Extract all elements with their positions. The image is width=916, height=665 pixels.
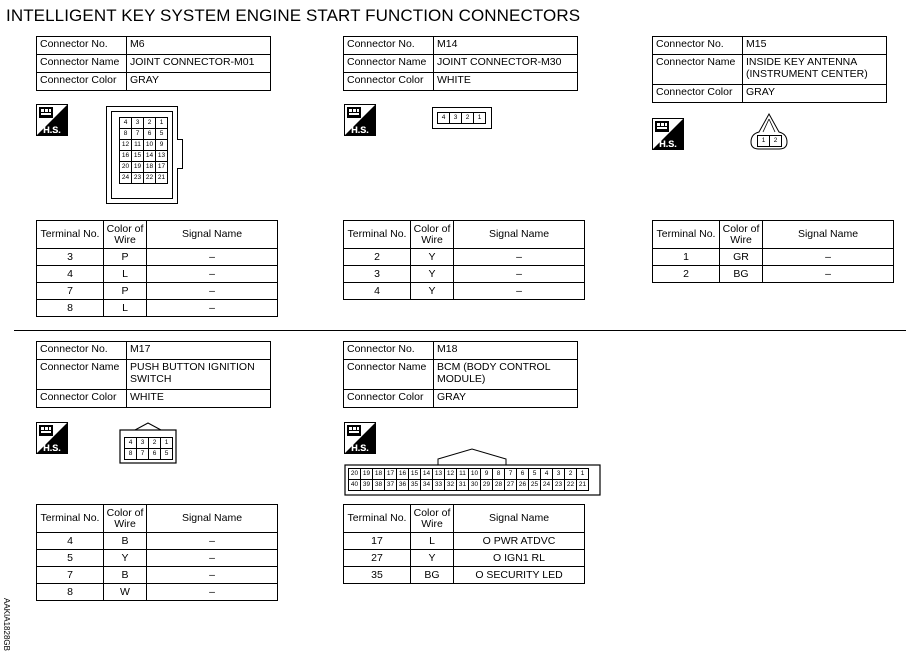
table-row (37, 300, 278, 317)
connector-name-value: INSIDE KEY ANTENNA (INSTRUMENT CENTER) (743, 55, 887, 85)
terminal-no-cell: 4 (344, 283, 411, 300)
page-title: INTELLIGENT KEY SYSTEM ENGINE START FUNCTION CONNECTORS (6, 6, 581, 25)
wire-color-cell: Y (411, 550, 454, 567)
wire-color-cell: Y (411, 249, 454, 266)
table-row (37, 550, 278, 567)
pin-number: 6 (517, 469, 529, 480)
pin-number: 25 (529, 480, 541, 491)
pin-number: 11 (457, 469, 469, 480)
wire-color-cell: Y (411, 283, 454, 300)
hs-label: H.S. (43, 125, 61, 135)
pin-number: 15 (409, 469, 421, 480)
wire-color-cell: P (104, 249, 147, 266)
pin-number: 36 (397, 480, 409, 491)
terminal-no-cell: 7 (37, 567, 104, 584)
terminal-no-cell: 3 (344, 266, 411, 283)
wire-color-cell: BG (411, 567, 454, 584)
connector-no-label: Connector No. (37, 342, 127, 360)
pin-number: 35 (409, 480, 421, 491)
pin-number: 32 (445, 480, 457, 491)
hs-label: H.S. (659, 139, 677, 149)
table-row (37, 567, 278, 584)
pin-number: 13 (156, 151, 168, 162)
connector-color-label: Connector Color (344, 73, 434, 91)
table-row (37, 283, 278, 300)
hs-label: H.S. (351, 443, 369, 453)
pin-number: 22 (144, 173, 156, 184)
terminal-table-m6 (36, 220, 278, 317)
pin-number: 12 (445, 469, 457, 480)
pin-number: 18 (373, 469, 385, 480)
harness-side-icon (36, 104, 68, 136)
pin-number: 21 (156, 173, 168, 184)
figure-code: AAKIA1828GB (1, 598, 11, 651)
pin-grid-m15 (757, 135, 782, 147)
connector-name-label: Connector Name (344, 360, 434, 390)
pin-number: 2 (144, 118, 156, 129)
signal-name-cell: – (454, 249, 585, 266)
connector-face-m6 (106, 106, 178, 204)
pin-number: 34 (421, 480, 433, 491)
connector-no-value: M14 (434, 37, 578, 55)
pin-number: 7 (505, 469, 517, 480)
hs-label: H.S. (351, 125, 369, 135)
pin-number: 26 (517, 480, 529, 491)
connector-info-m6 (36, 36, 271, 91)
pin-number: 10 (469, 469, 481, 480)
signal-name-cell: – (147, 283, 278, 300)
pin-number: 3 (132, 118, 144, 129)
table-row (344, 249, 585, 266)
terminal-no-cell: 3 (37, 249, 104, 266)
pin-number: 9 (481, 469, 493, 480)
connector-face-m18 (344, 448, 601, 496)
pin-number: 19 (361, 469, 373, 480)
pin-grid-m17 (124, 437, 173, 460)
pin-number: 1 (758, 136, 770, 147)
terminal-no-cell: 2 (344, 249, 411, 266)
connector-color-value: GRAY (127, 73, 271, 91)
connector-name-value: PUSH BUTTON IGNITION SWITCH (127, 360, 271, 390)
pin-number: 20 (349, 469, 361, 480)
connector-no-label: Connector No. (653, 37, 743, 55)
pin-number: 22 (565, 480, 577, 491)
pin-number: 5 (529, 469, 541, 480)
signal-name-cell: – (147, 300, 278, 317)
pin-number: 2 (462, 113, 474, 124)
pin-number: 1 (161, 438, 173, 449)
wire-color-cell: L (104, 300, 147, 317)
signal-name-cell: – (763, 249, 894, 266)
pin-number: 38 (373, 480, 385, 491)
connector-name-label: Connector Name (344, 55, 434, 73)
connector-info-m14 (343, 36, 578, 91)
pin-number: 3 (137, 438, 149, 449)
terminal-no-header: Terminal No. (37, 505, 104, 533)
connector-name-value: JOINT CONNECTOR-M30 (434, 55, 578, 73)
connector-face-m17 (119, 422, 177, 464)
signal-name-cell: O SECURITY LED (454, 567, 585, 584)
pin-number: 8 (493, 469, 505, 480)
connector-face-m15 (749, 112, 789, 152)
pin-number: 16 (397, 469, 409, 480)
pin-grid-m14 (437, 112, 486, 124)
terminal-table-m15 (652, 220, 894, 283)
pin-number: 8 (125, 449, 137, 460)
pin-number: 15 (132, 151, 144, 162)
terminal-no-cell: 35 (344, 567, 411, 584)
connector-name-label: Connector Name (37, 360, 127, 390)
wire-color-header: Color of Wire (104, 221, 147, 249)
connector-color-value: WHITE (434, 73, 578, 91)
table-row (37, 533, 278, 550)
signal-name-cell: – (147, 249, 278, 266)
terminal-no-cell: 7 (37, 283, 104, 300)
table-row (344, 533, 585, 550)
pin-number: 7 (137, 449, 149, 460)
connector-no-value: M15 (743, 37, 887, 55)
signal-name-cell: – (454, 266, 585, 283)
connector-info-m17 (36, 341, 271, 408)
wire-color-cell: B (104, 533, 147, 550)
pin-number: 6 (149, 449, 161, 460)
terminal-no-header: Terminal No. (653, 221, 720, 249)
pin-number: 7 (132, 129, 144, 140)
wire-color-cell: P (104, 283, 147, 300)
pin-number: 3 (553, 469, 565, 480)
connector-color-value: GRAY (434, 390, 578, 408)
pin-number: 33 (433, 480, 445, 491)
signal-name-cell: – (147, 550, 278, 567)
table-row (653, 266, 894, 283)
pin-number: 23 (132, 173, 144, 184)
wire-color-cell: B (104, 567, 147, 584)
pin-number: 10 (144, 140, 156, 151)
pin-number: 2 (770, 136, 782, 147)
pin-number: 8 (120, 129, 132, 140)
table-row (37, 584, 278, 601)
wire-color-cell: Y (411, 266, 454, 283)
wire-color-cell: GR (720, 249, 763, 266)
connector-face-m14 (432, 107, 492, 129)
connector-color-label: Connector Color (344, 390, 434, 408)
pin-number: 29 (481, 480, 493, 491)
pin-number: 39 (361, 480, 373, 491)
pin-number: 1 (577, 469, 589, 480)
pin-number: 4 (120, 118, 132, 129)
wire-color-cell: W (104, 584, 147, 601)
pin-number: 1 (156, 118, 168, 129)
connector-no-label: Connector No. (344, 37, 434, 55)
harness-side-icon (344, 104, 376, 136)
pin-number: 2 (565, 469, 577, 480)
pin-number: 11 (132, 140, 144, 151)
wire-color-header: Color of Wire (104, 505, 147, 533)
pin-number: 27 (505, 480, 517, 491)
table-row (653, 249, 894, 266)
pin-number: 2 (149, 438, 161, 449)
table-row (344, 567, 585, 584)
pin-grid-m6 (119, 117, 168, 184)
connector-name-value: BCM (BODY CONTROL MODULE) (434, 360, 578, 390)
terminal-table-m17 (36, 504, 278, 601)
connector-color-label: Connector Color (653, 85, 743, 103)
connector-info-m15 (652, 36, 887, 103)
connector-name-value: JOINT CONNECTOR-M01 (127, 55, 271, 73)
pin-number: 24 (120, 173, 132, 184)
pin-number: 14 (421, 469, 433, 480)
connector-no-value: M6 (127, 37, 271, 55)
wire-color-cell: BG (720, 266, 763, 283)
wire-color-header: Color of Wire (720, 221, 763, 249)
terminal-no-header: Terminal No. (344, 221, 411, 249)
wire-color-cell: L (104, 266, 147, 283)
signal-name-cell: – (147, 266, 278, 283)
signal-name-cell: O IGN1 RL (454, 550, 585, 567)
pin-number: 28 (493, 480, 505, 491)
table-row (344, 283, 585, 300)
wire-color-header: Color of Wire (411, 505, 454, 533)
terminal-no-cell: 27 (344, 550, 411, 567)
pin-number: 5 (156, 129, 168, 140)
connector-no-label: Connector No. (37, 37, 127, 55)
pin-number: 24 (541, 480, 553, 491)
connector-no-value: M17 (127, 342, 271, 360)
signal-name-header: Signal Name (763, 221, 894, 249)
wire-color-cell: Y (104, 550, 147, 567)
pin-number: 12 (120, 140, 132, 151)
connector-name-label: Connector Name (653, 55, 743, 85)
pin-number: 17 (156, 162, 168, 173)
signal-name-header: Signal Name (454, 221, 585, 249)
terminal-no-cell: 4 (37, 266, 104, 283)
terminal-no-header: Terminal No. (37, 221, 104, 249)
signal-name-cell: – (763, 266, 894, 283)
signal-name-cell: – (147, 533, 278, 550)
connector-no-label: Connector No. (344, 342, 434, 360)
terminal-no-cell: 17 (344, 533, 411, 550)
pin-number: 13 (433, 469, 445, 480)
pin-number: 18 (144, 162, 156, 173)
connector-color-label: Connector Color (37, 390, 127, 408)
pin-number: 4 (438, 113, 450, 124)
terminal-table-m18 (343, 504, 585, 584)
pin-number: 3 (450, 113, 462, 124)
connector-no-value: M18 (434, 342, 578, 360)
signal-name-header: Signal Name (147, 221, 278, 249)
pin-number: 16 (120, 151, 132, 162)
wire-color-cell: L (411, 533, 454, 550)
signal-name-header: Signal Name (454, 505, 585, 533)
connector-info-m18 (343, 341, 578, 408)
terminal-no-cell: 8 (37, 584, 104, 601)
table-row (37, 266, 278, 283)
pin-number: 5 (161, 449, 173, 460)
section-divider (14, 330, 906, 331)
pin-number: 30 (469, 480, 481, 491)
connector-color-value: WHITE (127, 390, 271, 408)
pin-number: 40 (349, 480, 361, 491)
terminal-no-cell: 8 (37, 300, 104, 317)
connector-color-label: Connector Color (37, 73, 127, 91)
pin-number: 19 (132, 162, 144, 173)
terminal-no-header: Terminal No. (344, 505, 411, 533)
pin-number: 23 (553, 480, 565, 491)
pin-number: 9 (156, 140, 168, 151)
table-row (37, 249, 278, 266)
pin-number: 17 (385, 469, 397, 480)
wire-color-header: Color of Wire (411, 221, 454, 249)
signal-name-cell: – (147, 584, 278, 601)
pin-number: 4 (541, 469, 553, 480)
pin-number: 20 (120, 162, 132, 173)
pin-number: 37 (385, 480, 397, 491)
signal-name-header: Signal Name (147, 505, 278, 533)
pin-number: 21 (577, 480, 589, 491)
connector-color-value: GRAY (743, 85, 887, 103)
table-row (344, 550, 585, 567)
pin-number: 14 (144, 151, 156, 162)
signal-name-cell: O PWR ATDVC (454, 533, 585, 550)
pin-number: 4 (125, 438, 137, 449)
harness-side-icon (36, 422, 68, 454)
hs-label: H.S. (43, 443, 61, 453)
connector-name-label: Connector Name (37, 55, 127, 73)
terminal-no-cell: 1 (653, 249, 720, 266)
terminal-no-cell: 5 (37, 550, 104, 567)
pin-number: 31 (457, 480, 469, 491)
terminal-table-m14 (343, 220, 585, 300)
signal-name-cell: – (147, 567, 278, 584)
terminal-no-cell: 4 (37, 533, 104, 550)
pin-number: 1 (474, 113, 486, 124)
signal-name-cell: – (454, 283, 585, 300)
table-row (344, 266, 585, 283)
harness-side-icon (652, 118, 684, 150)
terminal-no-cell: 2 (653, 266, 720, 283)
pin-number: 6 (144, 129, 156, 140)
pin-grid-m18 (348, 468, 589, 491)
